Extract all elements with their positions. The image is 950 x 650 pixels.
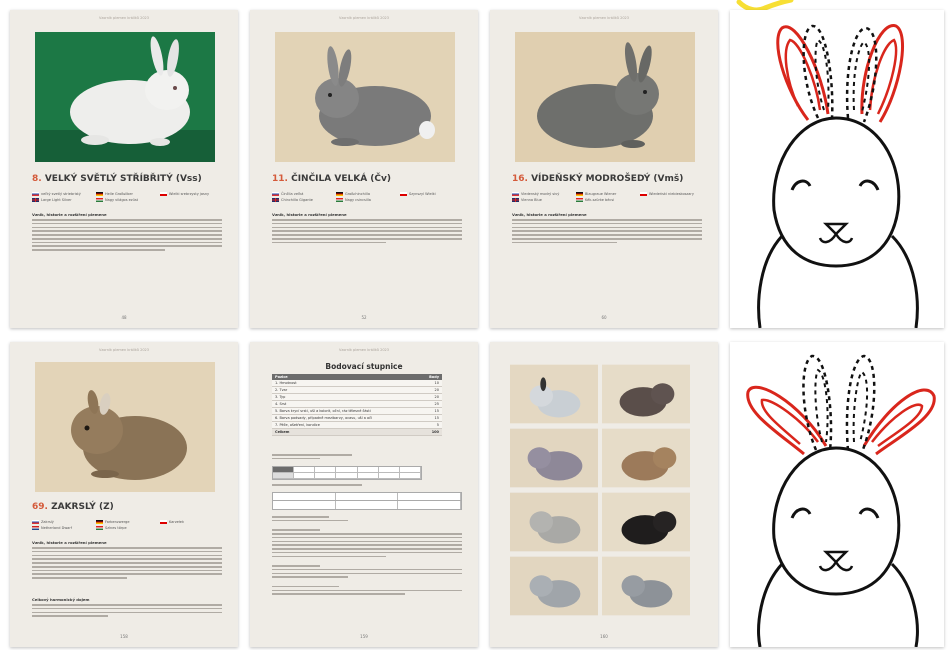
- flag-item: Large Light Silver: [32, 198, 90, 202]
- rabbit-photo: [510, 364, 598, 424]
- flag-item: Nagy világos ezüst: [96, 198, 154, 202]
- breed-number: 11.: [272, 174, 288, 184]
- breed-title: [32, 502, 114, 512]
- breed-number: 16.: [512, 174, 528, 184]
- rabbit-photo: [602, 556, 690, 616]
- red-ear-left: [748, 387, 826, 454]
- body-text: [272, 219, 462, 245]
- breed-name: ČINČILA VELKÁ (Čv): [291, 174, 391, 184]
- running-head: Vzorník plemen králíků 2023: [338, 348, 390, 352]
- flag-item: Chinchilla Gigante: [272, 198, 330, 202]
- body-text: [32, 219, 222, 253]
- table-row: 3. Typ 20: [272, 394, 442, 401]
- section-heading: Vznik, historie a rozšíření plemene: [272, 212, 347, 217]
- body-text: [32, 547, 222, 581]
- flag-germany-icon: [336, 192, 343, 196]
- table-row: 1. Hmotnost 10: [272, 380, 442, 387]
- flag-poland-icon: [400, 192, 407, 196]
- ear-drawing-upright: [730, 10, 944, 328]
- flag-list: [272, 192, 462, 202]
- page-velky-svetly-stribrity: [10, 10, 238, 328]
- flag-uk-icon: [272, 198, 279, 202]
- table-row: 6. Barva podsady, případně mezibarvy, ocasu, uší a očí 15: [272, 415, 442, 422]
- section-heading: Vznik, historie a rozšíření plemene: [512, 212, 587, 217]
- table-row: 5. Barva krycí srsti, uší a kolorit, oční, ráz tělesné části 15: [272, 408, 442, 415]
- flag-hungary-icon: [576, 198, 583, 202]
- rabbit-photo: [510, 492, 598, 552]
- breed-name: VÍDEŇSKÝ MODROŠEDÝ (Vmš): [531, 174, 684, 184]
- section-heading: Vznik, historie a rozšíření plemene: [32, 212, 107, 217]
- section-heading: Vznik, historie a rozšíření plemene: [32, 540, 107, 545]
- breed-title: [32, 174, 202, 184]
- ear-drawing-spread: [730, 342, 944, 647]
- flag-germany-icon: [96, 520, 103, 524]
- rabbit-photo: [510, 428, 598, 488]
- page-number: 48: [121, 315, 127, 320]
- page-number: 160: [600, 634, 608, 639]
- flag-item: Wielki srebrzysty jasny: [160, 192, 218, 196]
- breed-number: 69.: [32, 502, 48, 512]
- table-row: 7. Péče, ošetření, kondice 5: [272, 422, 442, 429]
- rabbit-head: [774, 448, 899, 594]
- flag-slovakia-icon: [32, 192, 39, 196]
- rabbit-photo: [602, 428, 690, 488]
- flag-item: Vienna Blue: [512, 198, 570, 202]
- page-zakrsly: [10, 342, 238, 647]
- flag-poland-icon: [160, 192, 167, 196]
- flag-item: Viedenský modrý sivý: [512, 192, 570, 196]
- rabbit-photo: [275, 32, 455, 162]
- flag-list: [512, 192, 702, 202]
- table-row: 2. Tvar 20: [272, 387, 442, 394]
- body-text: [272, 516, 462, 597]
- weight-range-table: [272, 500, 462, 510]
- flag-item: Színes törpe: [96, 526, 154, 530]
- rabbit-photo: [602, 492, 690, 552]
- flag-item: Helle Großsilber: [96, 192, 154, 196]
- page-number: 159: [360, 634, 368, 639]
- flag-germany-icon: [576, 192, 583, 196]
- rabbit-photo: [515, 32, 695, 162]
- flag-slovakia-icon: [32, 520, 39, 524]
- flag-slovakia-icon: [272, 192, 279, 196]
- body-text-2: [32, 604, 222, 619]
- flag-item: Netherland Dwarf: [32, 526, 90, 530]
- flag-netherlands-icon: [32, 526, 39, 530]
- flag-item: veľký svetlý striebristý: [32, 192, 90, 196]
- flag-hungary-icon: [336, 198, 343, 202]
- flag-item: Farbenzwerge: [96, 520, 154, 524]
- flag-slovakia-icon: [512, 192, 519, 196]
- page-cincila-velka: [250, 10, 478, 328]
- flag-list: [32, 520, 222, 530]
- table-total-row: Celkem 100: [272, 429, 442, 436]
- page-number: 52: [361, 315, 367, 320]
- flag-item: Szynszyl Wielki: [400, 192, 458, 196]
- rabbit-photo: [510, 556, 598, 616]
- flag-germany-icon: [96, 192, 103, 196]
- flag-hungary-icon: [96, 526, 103, 530]
- running-head: Vzorník plemen králíků 2023: [578, 16, 630, 20]
- page-videnky-modrosedy: [490, 10, 718, 328]
- flag-uk-icon: [32, 198, 39, 202]
- rabbit-photo: [602, 364, 690, 424]
- breed-name: ZAKRSLÝ (Z): [51, 502, 114, 512]
- breed-name: VELKÝ SVĚTLÝ STŘÍBŘITÝ (Vss): [44, 174, 202, 184]
- rabbit-photo: [35, 32, 215, 162]
- flag-item: Blaugraue Wiener: [576, 192, 634, 196]
- page-number: 60: [601, 315, 607, 320]
- flag-item: Karzełek: [160, 520, 218, 524]
- body-text: [272, 454, 352, 462]
- rabbit-body-outline: [759, 564, 918, 647]
- flag-item: Činčila veľká: [272, 192, 330, 196]
- running-head: Vzorník plemen králíků 2023: [98, 348, 150, 352]
- flag-item: Wiedeński niebieskoszary: [640, 192, 698, 196]
- page-color-varieties: [490, 342, 718, 647]
- rabbit-body-outline: [759, 236, 918, 328]
- flag-list: [32, 192, 222, 202]
- flag-item: Großchinchilla: [336, 192, 394, 196]
- weight-grid: [272, 466, 422, 480]
- flag-poland-icon: [640, 192, 647, 196]
- body-text: [272, 484, 362, 488]
- rabbit-head: [774, 118, 899, 266]
- page-number: 158: [120, 634, 128, 639]
- table-header: Pozice Body: [272, 374, 442, 380]
- flag-hungary-icon: [96, 198, 103, 202]
- flag-item: Zakrslý: [32, 520, 90, 524]
- running-head: Vzorník plemen králíků 2023: [338, 16, 390, 20]
- flag-item: Nagy csincsilla: [336, 198, 394, 202]
- rabbit-photo: [35, 362, 215, 492]
- flag-item: Kék-szürke bécsi: [576, 198, 634, 202]
- running-head: Vzorník plemen králíků 2023: [98, 16, 150, 20]
- photo-grid: [510, 364, 690, 616]
- flag-poland-icon: [160, 520, 167, 524]
- body-text: [512, 219, 702, 245]
- section-heading-2: Celkový harmonický dojem: [32, 597, 90, 602]
- page-bodovaci-stupnice: [250, 342, 478, 647]
- flag-uk-icon: [512, 198, 519, 202]
- breed-number: 8.: [32, 174, 42, 184]
- table-row: 4. Srst 25: [272, 401, 442, 408]
- breed-title: [272, 174, 391, 184]
- scoring-table: [272, 374, 442, 436]
- breed-title: [512, 174, 683, 184]
- page-title: Bodovací stupnice: [325, 362, 403, 371]
